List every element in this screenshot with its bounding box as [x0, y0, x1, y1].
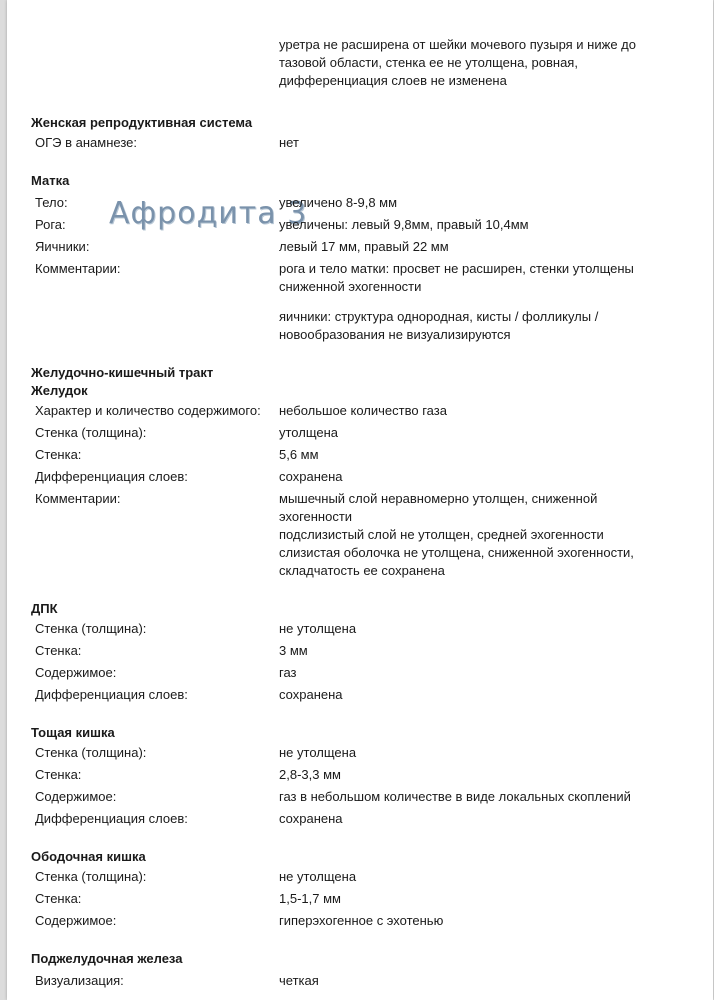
table-row	[7, 402, 713, 420]
row-label: Стенка:	[35, 643, 82, 658]
section-title-reproductive: Женская репродуктивная система	[31, 115, 253, 130]
row-label: Комментарии:	[35, 261, 121, 276]
row-label: Рога:	[35, 217, 66, 232]
table-row	[7, 664, 713, 682]
row-value: гиперэхогенное с эхотенью	[279, 913, 444, 928]
table-row	[7, 194, 713, 212]
row-label: Тело:	[35, 195, 68, 210]
row-label: ОГЭ в анамнезе:	[35, 135, 137, 150]
row-value: не утолщена	[279, 621, 357, 636]
table-row	[7, 216, 713, 234]
section-title-uterus: Матка	[31, 173, 70, 188]
table-row	[7, 810, 713, 828]
document-page	[7, 0, 713, 1000]
table-row	[7, 868, 713, 886]
table-row	[7, 744, 713, 762]
row-value: нет	[279, 135, 299, 150]
row-value: не утолщена	[279, 869, 357, 884]
section-subtitle-stomach: Желудок	[31, 383, 88, 398]
row-label: Стенка (толщина):	[35, 425, 147, 440]
row-value: небольшое количество газа	[279, 403, 447, 418]
row-value: 2,8-3,3 мм	[279, 767, 341, 782]
row-value: 3 мм	[279, 643, 308, 658]
table-row	[7, 260, 713, 344]
row-label: Содержимое:	[35, 789, 117, 804]
row-label: Дифференциация слоев:	[35, 811, 188, 826]
row-label: Дифференциация слоев:	[35, 687, 188, 702]
row-value: утолщена	[279, 425, 339, 440]
section-title-colon: Ободочная кишка	[31, 849, 146, 864]
table-row	[7, 134, 713, 152]
row-label: Стенка:	[35, 767, 82, 782]
document-content	[7, 0, 713, 994]
table-row	[7, 788, 713, 806]
table-row	[7, 424, 713, 442]
section-title-jejunum: Тощая кишка	[31, 725, 115, 740]
row-value: газ в небольшом количестве в виде локальных скоплений	[279, 789, 631, 804]
row-value: 5,6 мм	[279, 447, 319, 462]
row-label: Стенка (толщина):	[35, 745, 147, 760]
table-row	[7, 642, 713, 660]
row-label: Визуализация:	[35, 973, 124, 988]
intro-row	[7, 36, 713, 90]
table-row	[7, 686, 713, 704]
row-value: увеличено 8-9,8 мм	[279, 195, 398, 210]
table-row	[7, 620, 713, 638]
row-value: сохранена	[279, 469, 343, 484]
section-title-pancreas: Поджелудочная железа	[31, 951, 183, 966]
table-row	[7, 766, 713, 784]
row-label: Содержимое:	[35, 665, 117, 680]
table-row	[7, 490, 713, 580]
row-value: газ	[279, 665, 297, 680]
row-value: сохранена	[279, 687, 343, 702]
row-value: 1,5-1,7 мм	[279, 891, 341, 906]
row-value: увеличены: левый 9,8мм, правый 10,4мм	[279, 217, 529, 232]
table-row	[7, 446, 713, 464]
table-row	[7, 912, 713, 930]
comments-text: мышечный слой неравномерно утолщен, сниженной эхогенности подслизистый слой не утолщен, средней эхогенности слизистая оболочка не утолщена, сниженной эхогенности, складчатость ее сохранена	[279, 491, 634, 578]
row-label: Содержимое:	[35, 913, 117, 928]
watermark-text: Афродита 3	[109, 196, 308, 231]
table-row	[7, 238, 713, 256]
row-label: Яичники:	[35, 239, 90, 254]
row-label: Стенка (толщина):	[35, 621, 147, 636]
table-row	[7, 468, 713, 486]
row-value: левый 17 мм, правый 22 мм	[279, 239, 449, 254]
row-value: не утолщена	[279, 745, 357, 760]
table-row	[7, 890, 713, 908]
row-label: Стенка:	[35, 447, 82, 462]
row-label: Дифференциация слоев:	[35, 469, 188, 484]
section-title-gi: Желудочно-кишечный тракт	[31, 365, 214, 380]
row-value: сохранена	[279, 811, 343, 826]
comments-text: рога и тело матки: просвет не расширен, стенки утолщены сниженной эхогенности яичники: структура однородная, кисты / фолликулы / новообразования не визуализируются	[279, 261, 634, 342]
section-title-duodenum: ДПК	[31, 601, 58, 616]
row-label: Характер и количество содержимого:	[35, 403, 261, 418]
intro-text: уретра не расширена от шейки мочевого пузыря и ниже до тазовой области, стенка ее не утолщена, ровная, дифференциация слоев не изменена	[279, 37, 636, 88]
table-row	[7, 972, 713, 990]
row-label: Стенка:	[35, 891, 82, 906]
row-value: четкая	[279, 973, 319, 988]
row-label: Стенка (толщина):	[35, 869, 147, 884]
row-label: Комментарии:	[35, 491, 121, 506]
